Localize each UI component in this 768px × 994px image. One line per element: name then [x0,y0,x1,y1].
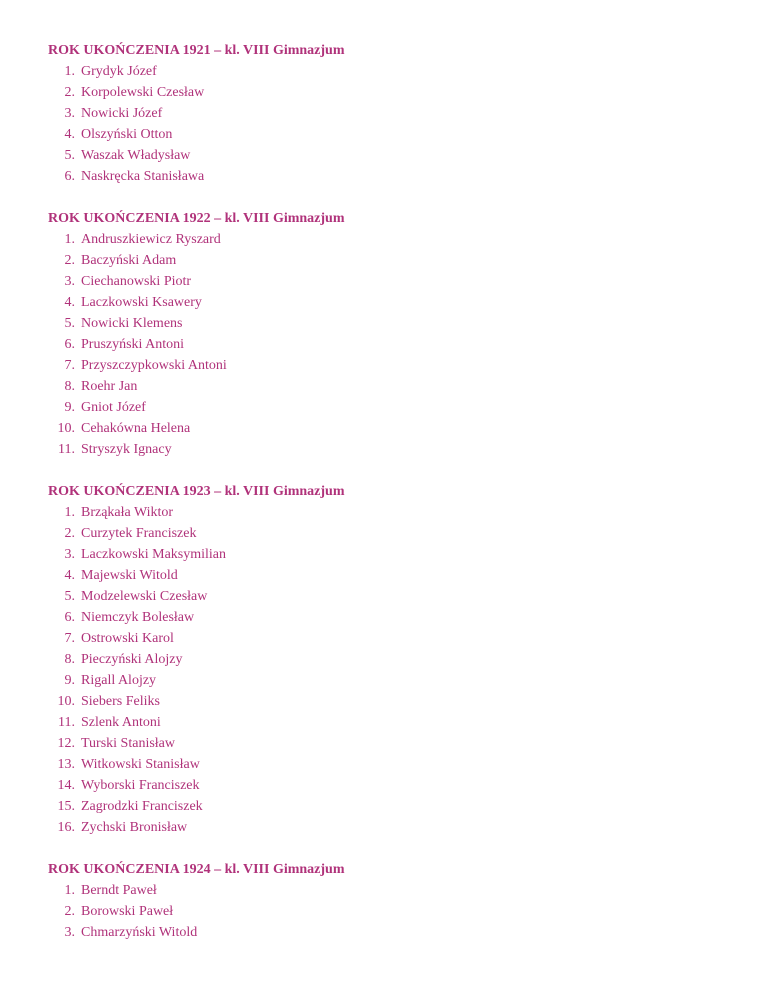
student-name: Modzelewski Czesław [81,589,208,604]
student-name: Niemczyk Bolesław [81,610,195,625]
student-name: Ostrowski Karol [81,631,174,646]
list-item-number: 7. [64,631,75,646]
list-item [48,124,728,145]
list-item-number: 8. [64,652,75,667]
student-name: Grydyk Józef [81,64,157,79]
student-name: Borowski Paweł [81,904,174,919]
list-item-number: 9. [64,673,75,688]
student-name: Stryszyk Ignacy [81,442,172,457]
student-name: Berndt Paweł [81,883,157,898]
list-item-number: 2. [64,85,75,100]
list-item-number: 3. [64,274,75,289]
list-item-number: 1. [64,883,75,898]
document-page [48,40,728,964]
list-item-number: 6. [64,337,75,352]
list-item-number: 1. [64,64,75,79]
list-item [48,586,728,607]
student-name: Witkowski Stanisław [81,757,200,772]
list-item [48,418,728,439]
list-item-number: 10. [57,421,75,436]
student-name: Brząkała Wiktor [81,505,174,520]
section-heading: ROK UKOŃCZENIA 1924 – kl. VIII Gimnazjum [48,862,345,877]
list-item [48,544,728,565]
list-item-number: 2. [64,253,75,268]
list-item [48,649,728,670]
list-item [48,880,728,901]
list-item-number: 1. [64,505,75,520]
student-list [48,502,728,838]
list-item-number: 5. [64,316,75,331]
section-heading: ROK UKOŃCZENIA 1923 – kl. VIII Gimnazjum [48,484,345,499]
list-item-number: 6. [64,610,75,625]
list-item [48,775,728,796]
list-item-number: 3. [64,547,75,562]
student-name: Chmarzyński Witold [81,925,198,940]
graduation-year-section [48,859,728,943]
list-item [48,82,728,103]
student-name: Pieczyński Alojzy [81,652,183,667]
section-heading: ROK UKOŃCZENIA 1921 – kl. VIII Gimnazjum [48,43,345,58]
list-item-number: 13. [57,757,75,772]
list-item-number: 14. [57,778,75,793]
list-item [48,670,728,691]
list-item [48,145,728,166]
student-name: Zychski Bronisław [81,820,188,835]
list-item-number: 8. [64,379,75,394]
list-item-number: 7. [64,358,75,373]
student-name: Waszak Władysław [81,148,191,163]
list-item-number: 4. [64,568,75,583]
list-item [48,607,728,628]
list-item-number: 3. [64,925,75,940]
list-item [48,523,728,544]
graduation-year-section [48,481,728,838]
student-name: Nowicki Klemens [81,316,183,331]
list-item [48,754,728,775]
student-name: Baczyński Adam [81,253,177,268]
student-name: Cehakówna Helena [81,421,191,436]
list-item-number: 5. [64,148,75,163]
student-list [48,229,728,460]
list-item-number: 15. [57,799,75,814]
student-list [48,880,728,943]
list-item [48,271,728,292]
student-name: Szlenk Antoni [81,715,161,730]
list-item [48,628,728,649]
graduation-year-section [48,40,728,187]
graduation-year-section [48,208,728,460]
list-item [48,796,728,817]
list-item-number: 2. [64,904,75,919]
student-name: Turski Stanisław [81,736,176,751]
list-item-number: 2. [64,526,75,541]
list-item [48,61,728,82]
list-item [48,733,728,754]
section-heading: ROK UKOŃCZENIA 1922 – kl. VIII Gimnazjum [48,211,345,226]
student-name: Siebers Feliks [81,694,160,709]
list-item [48,901,728,922]
list-item-number: 4. [64,127,75,142]
student-name: Gniot Józef [81,400,146,415]
list-item-number: 10. [57,694,75,709]
list-item [48,355,728,376]
list-item-number: 11. [58,442,75,457]
list-item [48,817,728,838]
student-name: Zagrodzki Franciszek [81,799,203,814]
student-name: Roehr Jan [81,379,138,394]
list-item [48,397,728,418]
list-item-number: 1. [64,232,75,247]
list-item-number: 16. [57,820,75,835]
list-item [48,292,728,313]
list-item-number: 5. [64,589,75,604]
student-name: Andruszkiewicz Ryszard [81,232,221,247]
list-item [48,691,728,712]
student-name: Przyszczypkowski Antoni [81,358,227,373]
list-item-number: 4. [64,295,75,310]
list-item [48,166,728,187]
student-name: Laczkowski Ksawery [81,295,202,310]
list-item-number: 6. [64,169,75,184]
student-name: Nowicki Józef [81,106,163,121]
list-item [48,250,728,271]
list-item-number: 11. [58,715,75,730]
list-item [48,712,728,733]
student-name: Naskręcka Stanisława [81,169,205,184]
student-name: Ciechanowski Piotr [81,274,192,289]
student-name: Curzytek Franciszek [81,526,197,541]
list-item-number: 3. [64,106,75,121]
student-name: Majewski Witold [81,568,178,583]
list-item [48,376,728,397]
list-item [48,103,728,124]
student-list [48,61,728,187]
student-name: Laczkowski Maksymilian [81,547,227,562]
list-item [48,313,728,334]
list-item [48,439,728,460]
list-item [48,229,728,250]
list-item [48,334,728,355]
list-item [48,922,728,943]
student-name: Rigall Alojzy [81,673,157,688]
student-name: Olszyński Otton [81,127,173,142]
list-item-number: 12. [57,736,75,751]
list-item-number: 9. [64,400,75,415]
student-name: Pruszyński Antoni [81,337,185,352]
list-item [48,502,728,523]
student-name: Korpolewski Czesław [81,85,205,100]
student-name: Wyborski Franciszek [81,778,200,793]
list-item [48,565,728,586]
